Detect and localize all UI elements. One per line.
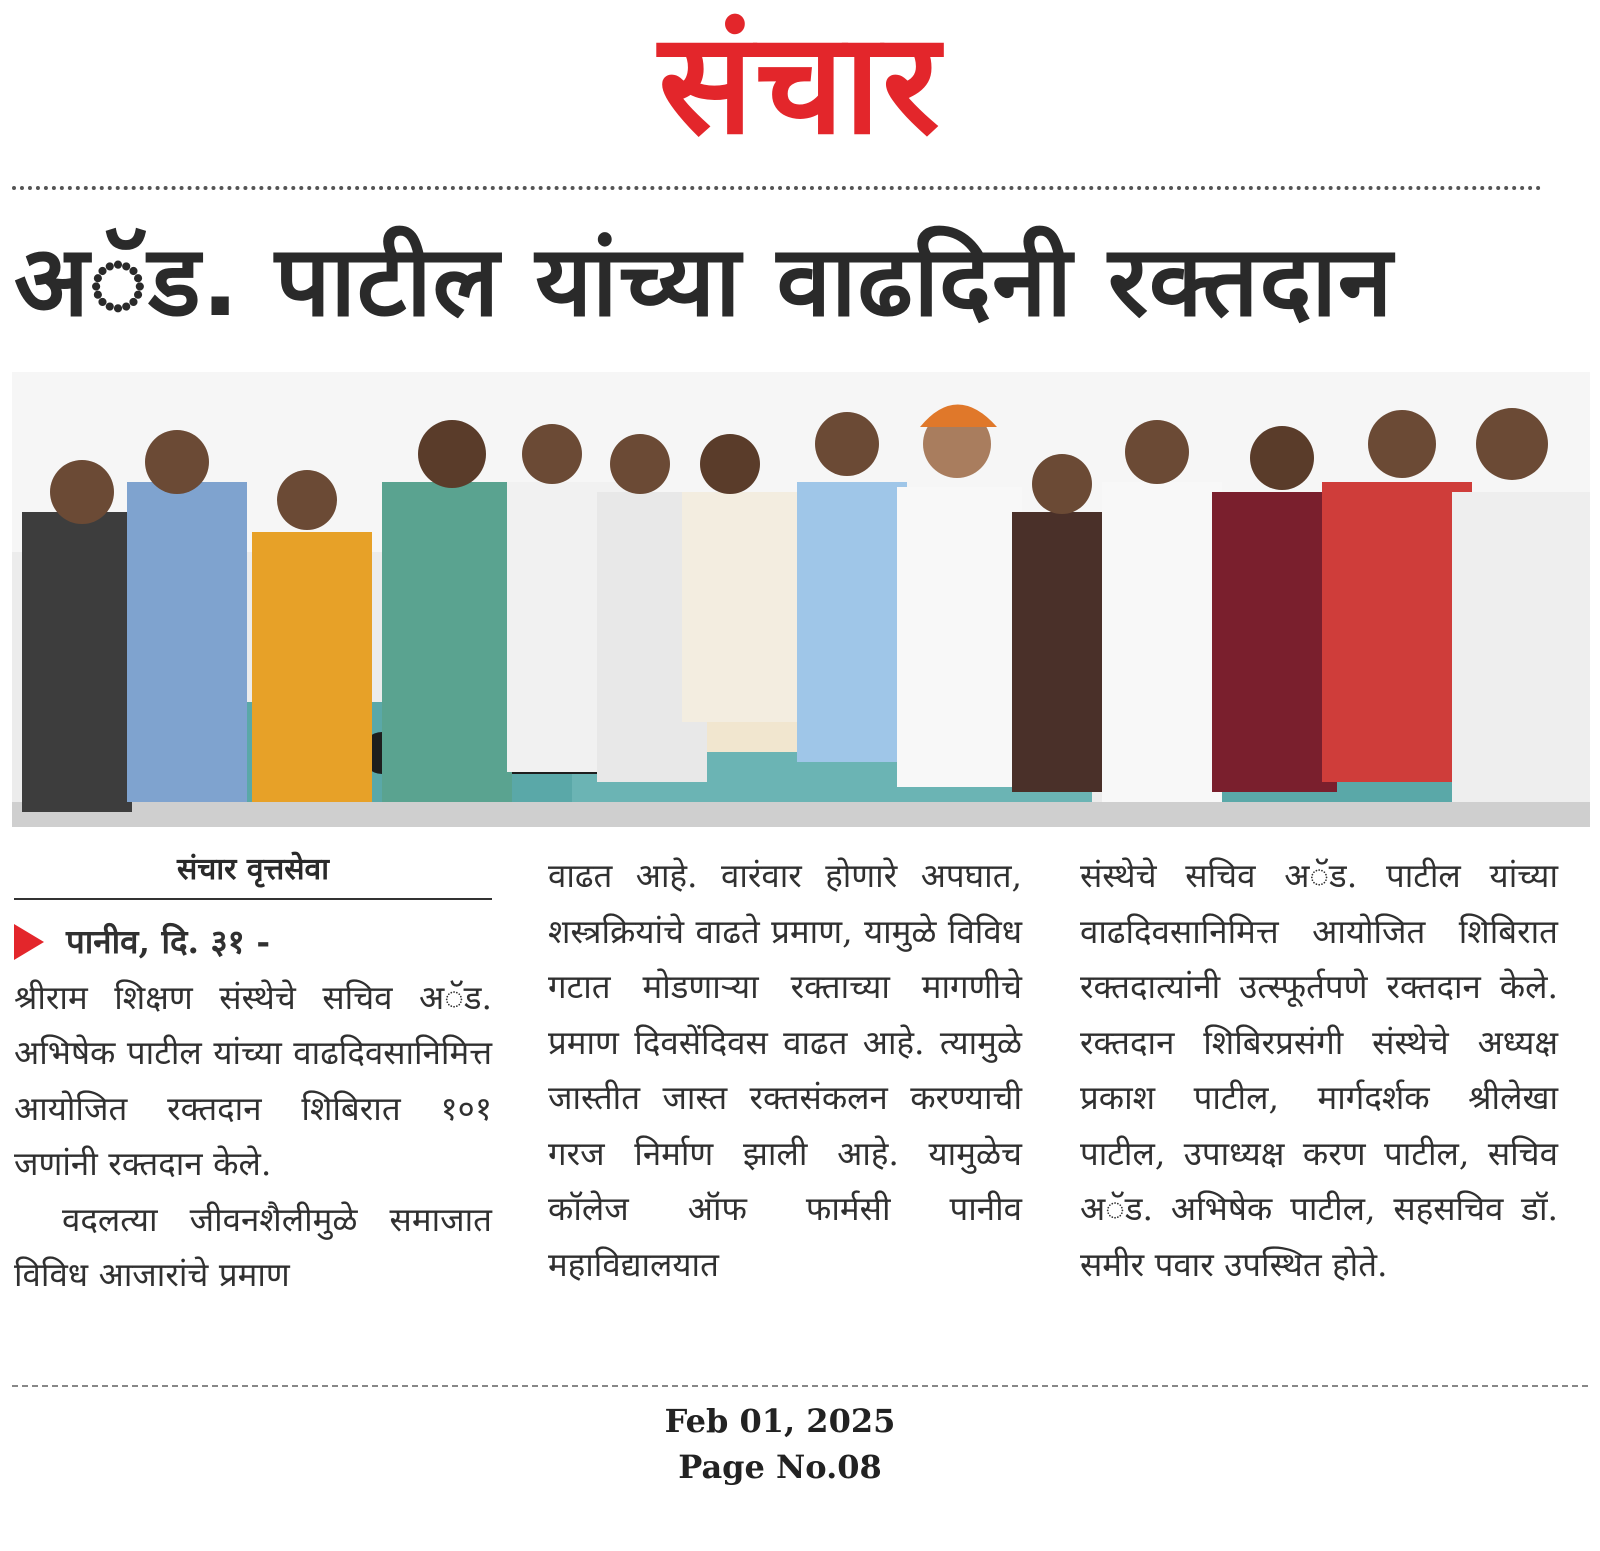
paragraph: संस्थेचे सचिव अॅड. पाटील यांच्या वाढदिवसानिमित्त आयोजित शिबिरात रक्तदात्यांनी उत्स्फूर्तपणे रक्तदान केले. रक्तदान शिबिरप्रसंगी संस्थेचे अध्यक्ष प्रकाश पाटील, मार्गदर्शक श्रीलेखा पाटील, उपाध्यक्ष करण पाटील, सचिव अॅड. अभिषेक पाटील, सहसचिव डॉ. समीर पवार उपस्थित होते. [1080,856,1558,1284]
publication-date: Feb 01, 2025 [664,1402,896,1440]
article-column-1 [14,848,492,1303]
paragraph: वदलत्या जीवनशैलीमुळे समाजात विविध आजारांचे प्रमाण [14,1199,492,1294]
article-headline: अॅड. पाटील यांच्या वाढदिनी रक्तदान [14,225,1394,339]
divider-bottom [12,1385,1588,1387]
article-column-3 [1080,848,1558,1292]
page-number: Page No.08 [678,1448,882,1486]
red-arrow-icon [14,924,44,960]
divider-top [12,186,1542,190]
article-photo [12,372,1590,827]
dateline: पानीव, दि. ३१ - [66,922,271,961]
dateline-row [14,914,492,970]
publication-footer [0,1398,1560,1490]
article-column-2 [548,848,1022,1292]
masthead [0,0,1600,180]
byline: संचार वृत्तसेवा [14,848,492,900]
paragraph: श्रीराम शिक्षण संस्थेचे सचिव अॅड. अभिषेक पाटील यांच्या वाढदिवसानिमित्त आयोजित रक्तदान शिबिरात १०१ जणांनी रक्तदान केले. [14,977,492,1183]
paragraph: वाढत आहे. वारंवार होणारे अपघात, शस्त्रक्रियांचे वाढते प्रमाण, यामुळे विविध गटात मोडणाऱ्या रक्ताच्या मागणीचे प्रमाण दिवसेंदिवस वाढत आहे. त्यामुळे जास्तीत जास्त रक्तसंकलन करण्याची गरज निर्माण झाली आहे. यामुळेच कॉलेज ऑफ फार्मसी पानीव महाविद्यालयात [548,856,1022,1284]
newspaper-logo: संचार [658,3,942,166]
